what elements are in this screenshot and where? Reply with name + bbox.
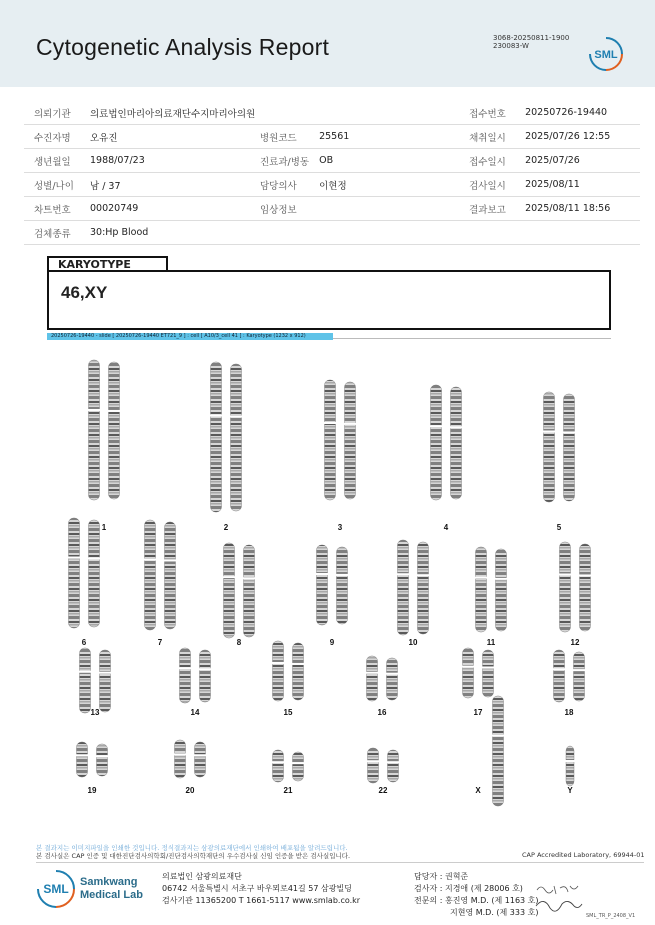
field-label: 접수번호 bbox=[459, 101, 515, 125]
centromere-1 bbox=[88, 409, 101, 411]
centromere-21 bbox=[272, 761, 285, 763]
field-label: 채취일시 bbox=[459, 125, 515, 149]
chromosome-18-a bbox=[554, 650, 565, 702]
chromosome-label-21: 21 bbox=[283, 786, 293, 795]
field-label: 의뢰기관 bbox=[24, 101, 80, 125]
field-value: 00020749 bbox=[80, 197, 250, 221]
chromosome-16-b bbox=[387, 658, 398, 700]
centromere-4 bbox=[430, 425, 443, 427]
chromosome-9-a bbox=[317, 545, 328, 625]
form-code: SML_TR_P_2408_V1 bbox=[586, 913, 636, 919]
chromosome-7-b bbox=[165, 522, 176, 629]
chromosome-18-b bbox=[574, 652, 585, 701]
centromere-9 bbox=[316, 573, 329, 575]
chromosome-17-b bbox=[483, 650, 494, 697]
centromere-3 bbox=[344, 423, 357, 425]
chromosome-6-b bbox=[89, 520, 100, 627]
centromere-1 bbox=[108, 410, 121, 412]
chromosome-label-5: 5 bbox=[556, 523, 562, 532]
centromere-8 bbox=[223, 576, 236, 578]
document-id-line-1: 3068-20250811-1900 bbox=[493, 34, 570, 42]
cap-accreditation: CAP Accredited Laboratory, 69944-01 bbox=[522, 851, 645, 859]
sml-footer-logo-icon bbox=[36, 869, 76, 909]
karyotype-label: KARYOTYPE bbox=[47, 256, 168, 270]
field-label: 결과보고 bbox=[459, 197, 515, 221]
centromere-12 bbox=[579, 574, 592, 576]
chromosome-21-a bbox=[273, 750, 284, 782]
field-value: 30:Hp Blood bbox=[80, 221, 640, 245]
signature-image bbox=[534, 880, 584, 914]
centromere-7 bbox=[164, 559, 177, 561]
chromosome-1-a bbox=[89, 360, 100, 500]
chromosome-10-a bbox=[398, 540, 409, 635]
chromosome-label-2: 2 bbox=[223, 523, 229, 532]
centromere-19 bbox=[76, 754, 89, 756]
centromere-6 bbox=[68, 557, 81, 559]
chromosome-Y bbox=[566, 746, 574, 786]
chromosome-15-b bbox=[293, 643, 304, 700]
chromosome-1-b bbox=[109, 362, 120, 499]
centromere-2 bbox=[230, 415, 243, 417]
chromosome-label-13: 13 bbox=[90, 708, 100, 717]
staff-list bbox=[414, 871, 539, 919]
centromere-11 bbox=[495, 578, 508, 580]
chromosome-label-14: 14 bbox=[190, 708, 200, 717]
staff-line: 검사자 : 지경애 (제 28006 호) bbox=[414, 884, 523, 893]
chromosome-label-4: 4 bbox=[443, 523, 449, 532]
chromosome-6-a bbox=[69, 518, 80, 628]
notice-accreditation: 본 검사실은 CAP 인증 및 대한진단검사의학회/진단검사의학재단의 우수검사실 신임 인증을 받은 검사실입니다. bbox=[36, 852, 351, 860]
chromosome-label-6: 6 bbox=[81, 638, 87, 647]
staff-line: 담당자 : 권혁준 bbox=[414, 872, 469, 881]
field-label: 성별/나이 bbox=[24, 173, 80, 197]
field-label: 접수일시 bbox=[459, 149, 515, 173]
centromere-13 bbox=[99, 672, 112, 674]
centromere-15 bbox=[272, 662, 285, 664]
chromosome-label-8: 8 bbox=[236, 638, 242, 647]
centromere-21 bbox=[292, 762, 305, 764]
chromosome-7-a bbox=[145, 520, 156, 630]
notice-image-print: 본 결과지는 이미지파일을 인쇄한 것입니다. 정식결과지는 삼광의료재단에서 인쇄하여 배포됨을 알려드립니다. bbox=[36, 844, 348, 852]
centromere-14 bbox=[179, 667, 192, 669]
field-value: 남 / 37 bbox=[80, 173, 250, 197]
centromere-8 bbox=[243, 577, 256, 579]
field-value: 이현정 bbox=[309, 173, 459, 197]
field-value: 의료법인마리아의료재단수지마리아의원 bbox=[80, 101, 459, 125]
centromere-5 bbox=[563, 431, 576, 433]
centromere-15 bbox=[292, 663, 305, 665]
field-label: 수진자명 bbox=[24, 125, 80, 149]
organization-info bbox=[162, 871, 360, 907]
brand-name-line-2: Medical Lab bbox=[80, 889, 143, 901]
field-value: OB bbox=[309, 149, 459, 173]
field-value: 오유진 bbox=[80, 125, 250, 149]
centromere-X bbox=[492, 735, 505, 737]
chromosome-10-b bbox=[418, 542, 429, 634]
organization-contact: 검사기관 11365200 T 1661-5117 www.smlab.co.kr bbox=[162, 896, 361, 905]
divider bbox=[36, 862, 644, 863]
organization-name: 의료법인 삼광의료재단 bbox=[162, 872, 242, 881]
chromosome-label-17: 17 bbox=[473, 708, 483, 717]
chromosome-22-a bbox=[368, 748, 379, 783]
chromosome-label-Y: Y bbox=[567, 786, 573, 795]
chromosome-12-b bbox=[580, 544, 591, 631]
centromere-2 bbox=[210, 415, 223, 417]
centromere-20 bbox=[194, 754, 207, 756]
chromosome-4-a bbox=[431, 385, 442, 500]
chromosome-13-a bbox=[80, 648, 91, 713]
chromosome-8-b bbox=[244, 545, 255, 637]
centromere-19 bbox=[96, 755, 109, 757]
chromosome-2-a bbox=[211, 362, 222, 512]
field-label: 검사일시 bbox=[459, 173, 515, 197]
chromosome-20-a bbox=[175, 740, 186, 778]
staff-line: 전문의 : 홍진영 M.D. (제 1163 호) bbox=[414, 896, 539, 905]
chromosome-label-X: X bbox=[475, 786, 481, 795]
centromere-18 bbox=[553, 668, 566, 670]
field-label: 생년월일 bbox=[24, 149, 80, 173]
field-value: 1988/07/23 bbox=[80, 149, 250, 173]
chromosome-14-a bbox=[180, 648, 191, 703]
chromosome-5-b bbox=[564, 394, 575, 501]
field-label: 병원코드 bbox=[250, 125, 309, 149]
document-id-line-2: 230083-W bbox=[493, 42, 529, 50]
chromosome-label-7: 7 bbox=[157, 638, 163, 647]
centromere-13 bbox=[79, 671, 92, 673]
chromosome-label-11: 11 bbox=[486, 638, 496, 647]
chromosome-21-b bbox=[293, 752, 304, 781]
field-value: 2025/08/11 bbox=[515, 173, 640, 197]
chromosome-label-19: 19 bbox=[87, 786, 97, 795]
chromosome-3-b bbox=[345, 382, 356, 499]
chromosome-12-a bbox=[560, 542, 571, 632]
centromere-16 bbox=[366, 672, 379, 674]
chromosome-3-a bbox=[325, 380, 336, 500]
chromosome-label-18: 18 bbox=[564, 708, 574, 717]
chromosome-label-16: 16 bbox=[377, 708, 387, 717]
slide-info-bar: 20250726-19440 - slide [ 20250726-19440 ET721_9 ] : cell [ A10/3_cell 41 ] : Karyotype (1232 x 912) bbox=[47, 333, 333, 340]
centromere-12 bbox=[559, 574, 572, 576]
chromosome-2-b bbox=[231, 364, 242, 511]
chromosome-19-b bbox=[97, 744, 108, 776]
chromosome-13-b bbox=[100, 650, 111, 712]
chromosome-17-a bbox=[463, 648, 474, 698]
report-title: Cytogenetic Analysis Report bbox=[36, 34, 330, 60]
chromosome-label-20: 20 bbox=[185, 786, 195, 795]
chromosome-22-b bbox=[388, 750, 399, 782]
centromere-Y bbox=[565, 760, 575, 762]
chromosome-label-10: 10 bbox=[408, 638, 418, 647]
centromere-20 bbox=[174, 753, 187, 755]
karyotype-result: 46,XY bbox=[61, 283, 108, 302]
chromosome-label-9: 9 bbox=[329, 638, 335, 647]
centromere-7 bbox=[144, 559, 157, 561]
chromosome-5-a bbox=[544, 392, 555, 502]
field-value: 2025/08/11 18:56 bbox=[515, 197, 640, 221]
field-label: 담당의사 bbox=[250, 173, 309, 197]
chromosome-8-a bbox=[224, 543, 235, 638]
centromere-5 bbox=[543, 431, 556, 433]
field-value: 2025/07/26 bbox=[515, 149, 640, 173]
centromere-3 bbox=[324, 422, 337, 424]
chromosome-label-22: 22 bbox=[378, 786, 388, 795]
field-label: 검체종류 bbox=[24, 221, 80, 245]
chromosome-label-15: 15 bbox=[283, 708, 293, 717]
chromosome-X bbox=[493, 696, 504, 806]
field-value: 2025/07/26 12:55 bbox=[515, 125, 640, 149]
centromere-10 bbox=[417, 574, 430, 576]
centromere-22 bbox=[387, 761, 400, 763]
centromere-6 bbox=[88, 557, 101, 559]
chromosome-15-a bbox=[273, 641, 284, 701]
chromosome-14-b bbox=[200, 650, 211, 702]
field-value: 25561 bbox=[309, 125, 459, 149]
chromosome-9-b bbox=[337, 547, 348, 624]
centromere-14 bbox=[199, 668, 212, 670]
chromosome-11-a bbox=[476, 547, 487, 632]
centromere-4 bbox=[450, 426, 463, 428]
sml-logo-text: SML bbox=[594, 49, 618, 61]
sml-footer-logo-text: SML bbox=[43, 882, 69, 896]
field-label: 진료과/병동 bbox=[250, 149, 309, 173]
brand-name-line-1: Samkwang bbox=[80, 876, 138, 888]
chromosome-20-b bbox=[195, 742, 206, 777]
centromere-17 bbox=[482, 666, 495, 668]
chromosome-4-b bbox=[451, 387, 462, 499]
centromere-22 bbox=[367, 760, 380, 762]
field-label: 차트번호 bbox=[24, 197, 80, 221]
centromere-16 bbox=[386, 673, 399, 675]
chromosome-11-b bbox=[496, 549, 507, 631]
centromere-10 bbox=[397, 573, 410, 575]
organization-address: 06742 서울특별시 서초구 바우뫼로41길 57 삼광빌딩 bbox=[162, 884, 352, 893]
chromosome-16-a bbox=[367, 656, 378, 701]
field-value: 20250726-19440 bbox=[515, 101, 640, 125]
staff-line: 지현영 M.D. (제 333 호) bbox=[450, 908, 539, 917]
chromosome-label-1: 1 bbox=[101, 523, 107, 532]
chromosome-label-3: 3 bbox=[337, 523, 343, 532]
centromere-18 bbox=[573, 669, 586, 671]
centromere-17 bbox=[462, 666, 475, 668]
chromosome-19-a bbox=[77, 742, 88, 777]
centromere-9 bbox=[336, 574, 349, 576]
chromosome-label-12: 12 bbox=[570, 638, 580, 647]
field-label: 임상정보 bbox=[250, 197, 309, 221]
centromere-11 bbox=[475, 577, 488, 579]
